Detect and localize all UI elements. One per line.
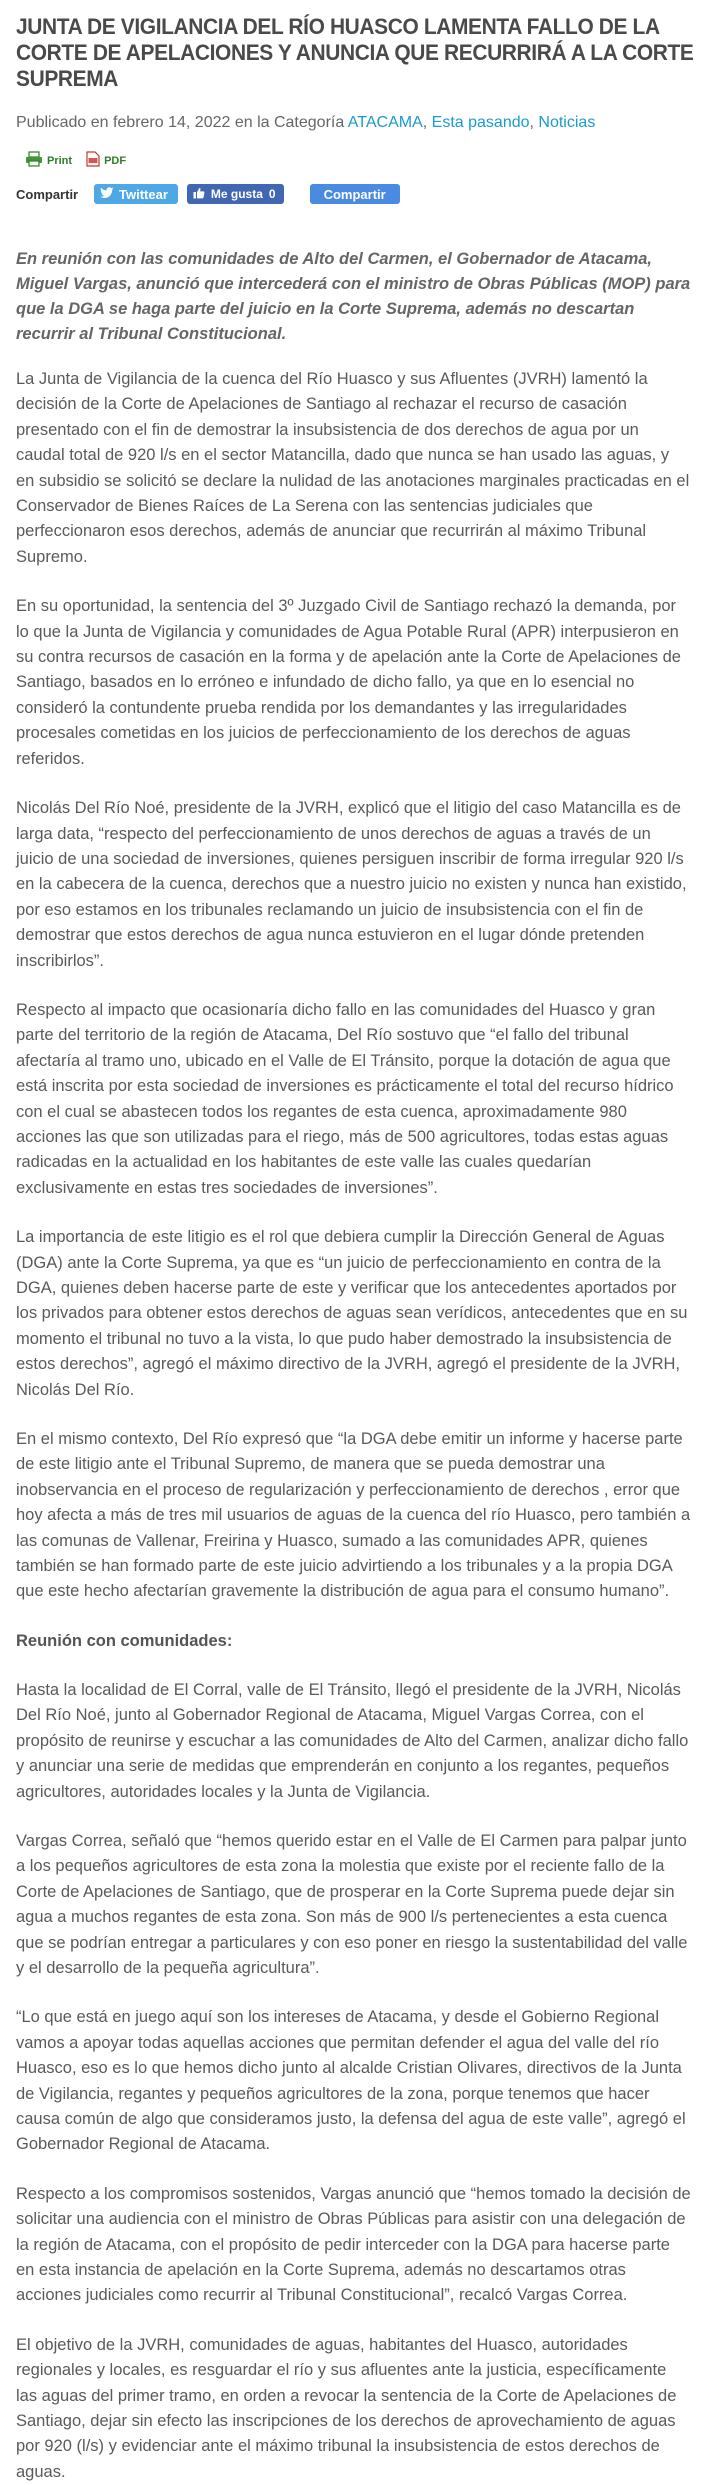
category-link-atacama[interactable]: ATACAMA: [347, 114, 423, 131]
printer-icon: [25, 151, 43, 170]
pdf-label: PDF: [104, 154, 127, 167]
twitter-label: Twittear: [119, 186, 168, 202]
share-label: Compartir: [16, 186, 79, 202]
print-tools: [16, 151, 691, 170]
paragraph: La importancia de este litigio es el rol que debiera cumplir la Dirección General de Aguas (DGA) ante la Corte Suprema, ya que es “un juicio de perfeccionamiento en contra de la DGA, quienes deben hacerse parte de este y verificar que los antecedentes aportados por los privados para obtener estos derechos de aguas sean verídicos, antecedentes que en su momento el tribunal no tuvo a la vista, lo que pudo haber demostrado la insubsistencia de estos derechos”, agregó el máximo directivo de la JVRH, agregó el presidente de la JVRH, Nicolás Del Río.: [16, 1228, 688, 1399]
paragraph: Respecto a los compromisos sostenidos, Vargas anunció que “hemos tomado la decisión de solicitar una audiencia con el ministro de Obras Públicas para asistir con una delegación de la región de Atacama, con el propósito de pedir interceder con la DGA para hacerse parte en esta instancia de apelación en la Corte Suprema, además no descartamos otras acciones judiciales como recurrir al Tribunal Constitucional”, recalcó Vargas Correa.: [16, 2184, 691, 2305]
paragraph: Hasta la localidad de El Corral, valle de El Tránsito, llegó el presidente de la JVRH, Nicolás Del Río Noé, junto al Gobernador Regional de Atacama, Miguel Vargas Correa, con el propósito de reunirse y escuchar a las comunidades de Alto del Carmen, analizar dicho fallo y anunciar una serie de medidas que emprenderán en conjunto a los regantes, pequeños agricultores, autoridades locales y la Junta de Vigilancia.: [16, 1680, 689, 1801]
category-separator: ,: [529, 114, 539, 131]
paragraph: En el mismo contexto, Del Río expresó que “la DGA debe emitir un informe y hacerse parte de este litigio ante el Tribunal Supremo, de manera que se pueda demostrar una inobservancia en el proceso de regularización y perfeccionamiento de derechos , error que hoy afecta a más de tres mil usuarios de aguas de la cuenca del río Huasco, pero también a las comunas de Vallenar, Freirina y Huasco, sumado a las comunidades APR, quienes también se han formado parte de este juicio advirtiendo a los tribunales y a la propia DGA que este hecho afectarían gravemente la distribución de agua para el consumo humano”.: [16, 1430, 691, 1601]
twitter-bird-icon: [100, 187, 114, 202]
pdf-button[interactable]: [86, 151, 126, 170]
category-separator: ,: [422, 114, 432, 131]
twitter-button[interactable]: [94, 184, 178, 204]
social-bar: [16, 184, 691, 204]
article-title: JUNTA DE VIGILANCIA DEL RÍO HUASCO LAMENTA FALLO DE LA CORTE DE APELACIONES Y ANUNCIA QUE RECURRIRÁ A LA CORTE SUPREMA: [16, 14, 694, 91]
article-lead: En reunión con las comunidades de Alto del Carmen, el Gobernador de Atacama, Miguel Vargas, anunció que intercederá con el ministro de Obras Públicas (MOP) para que la DGA se haga parte del juicio en la Corte Suprema, además no descartan recurrir al Tribunal Constitucional.: [16, 250, 691, 343]
like-label: Me gusta: [210, 187, 263, 201]
paragraph: La Junta de Vigilancia de la cuenca del Río Huasco y sus Afluentes (JVRH) lamentó la decisión de la Corte de Apelaciones de Santiago al rechazar el recurso de casación presentado con el fin de demostrar la insubsistencia de dos derechos de agua por un caudal total de 920 l/s en el sector Matancilla, dado que nunca se han usado las aguas, y en subsidio se solicitó se declare la nulidad de las anotaciones marginales practicadas en el Conservador de Bienes Raíces de La Serena con las sentencias judiciales que perfeccionaron esos derechos, además de anunciar que recurrirán al máximo Tribunal Supremo.: [16, 370, 690, 566]
pdf-icon: [86, 151, 100, 170]
category-link-noticias[interactable]: Noticias: [538, 114, 596, 131]
article-meta: [16, 114, 691, 132]
print-button[interactable]: [25, 151, 72, 170]
paragraph: Nicolás Del Río Noé, presidente de la JVRH, explicó que el litigio del caso Matancilla es de larga data, “respecto del perfeccionamiento de unos derechos de aguas a través de un juicio de una sociedad de inversiones, quienes persiguen inscribir de forma irregular 920 l/s en la cabecera de la cuenca, derechos que a nuestro juicio no existen y nunca han existido, por eso estamos en los tribunales reclamando un juicio de insubsistencia con el fin de demostrar que estos derechos de agua nunca estuvieron en el lugar dónde pretenden inscribirlos”.: [16, 799, 687, 970]
paragraph: Vargas Correa, señaló que “hemos querido estar en el Valle de El Carmen para palpar junto a los pequeños agricultores de esta zona la molestia que existe por el reciente fallo de la Corte de Apelaciones de Santiago, que de prosperar en la Corte Suprema puede dejar sin agua a muchos regantes de esta zona. Son más de 900 l/s pertenecientes a esta cuenca que se podrían entregar a particulares y con eso poner en riesgo la sustentabilidad del valle y el desarrollo de la pequeña agricultura”.: [16, 1831, 688, 1977]
category-link-esta-pasando[interactable]: Esta pasando: [431, 114, 530, 131]
thumbs-up-icon: [193, 187, 205, 202]
share-button[interactable]: Compartir: [310, 184, 400, 204]
section-heading: Reunión con comunidades:: [16, 1631, 233, 1650]
paragraph: El objetivo de la JVRH, comunidades de aguas, habitantes del Huasco, autoridades regionales y locales, es resguardar el río y sus afluentes ante la justicia, específicamente las aguas del primer tramo, en orden a revocar la sentencia de la Corte de Apelaciones de Santiago, dejar sin efecto las inscripciones de los derechos de aprovechamiento de aguas por 920 (l/s) y evidenciar ante el máximo tribunal la insubsistencia de estos derechos de aguas.: [16, 2335, 677, 2481]
like-count: 0: [268, 187, 276, 201]
publish-info: Publicado en febrero 14, 2022 en la Categoría: [16, 114, 348, 131]
facebook-like-button[interactable]: [187, 184, 284, 204]
paragraph: “Lo que está en juego aquí son los intereses de Atacama, y desde el Gobierno Regional vamos a apoyar todas aquellas acciones que permitan defender el agua del valle del río Huasco, eso es lo que hemos dicho junto al alcalde Cristian Olivares, directivos de la Junta de Vigilancia, regantes y pequeños agricultores de la zona, porque tenemos que hacer causa común de algo que consideramos justo, la defensa del agua de este valle”, agregó el Gobernador Regional de Atacama.: [16, 2008, 686, 2154]
print-label: Print: [47, 154, 73, 167]
paragraph: Respecto al impacto que ocasionaría dicho fallo en las comunidades del Huasco y gran parte del territorio de la región de Atacama, Del Río sostuvo que “el fallo del tribunal afectaría al tramo uno, ubicado en el Valle de El Tránsito, porque la dotación de agua que está inscrita por esta sociedad de inversiones es prácticamente el total del recurso hídrico con el cual se abastecen todos los regantes de esta cuenca, aproximadamente 980 acciones las que son utilizadas para el riego, más de 500 agricultores, todas estas aguas radicadas en la actualidad en los habitantes de este valle las cuales quedarían exclusivamente en estas tres sociedades de inversiones”.: [16, 1000, 674, 1197]
paragraph: En su oportunidad, la sentencia del 3º Juzgado Civil de Santiago rechazó la demanda, por lo que la Junta de Vigilancia y comunidades de Agua Potable Rural (APR) interpusieron en su contra recursos de casación en la forma y de apelación ante la Corte de Apelaciones de Santiago, basados en lo erróneo e infundado de dicho fallo, ya que en lo esencial no consideró la contundente prueba rendida por los demandantes y las irregularidades procesales cometidas en los juicios de perfeccionamiento de los derechos de aguas referidos.: [16, 597, 681, 768]
